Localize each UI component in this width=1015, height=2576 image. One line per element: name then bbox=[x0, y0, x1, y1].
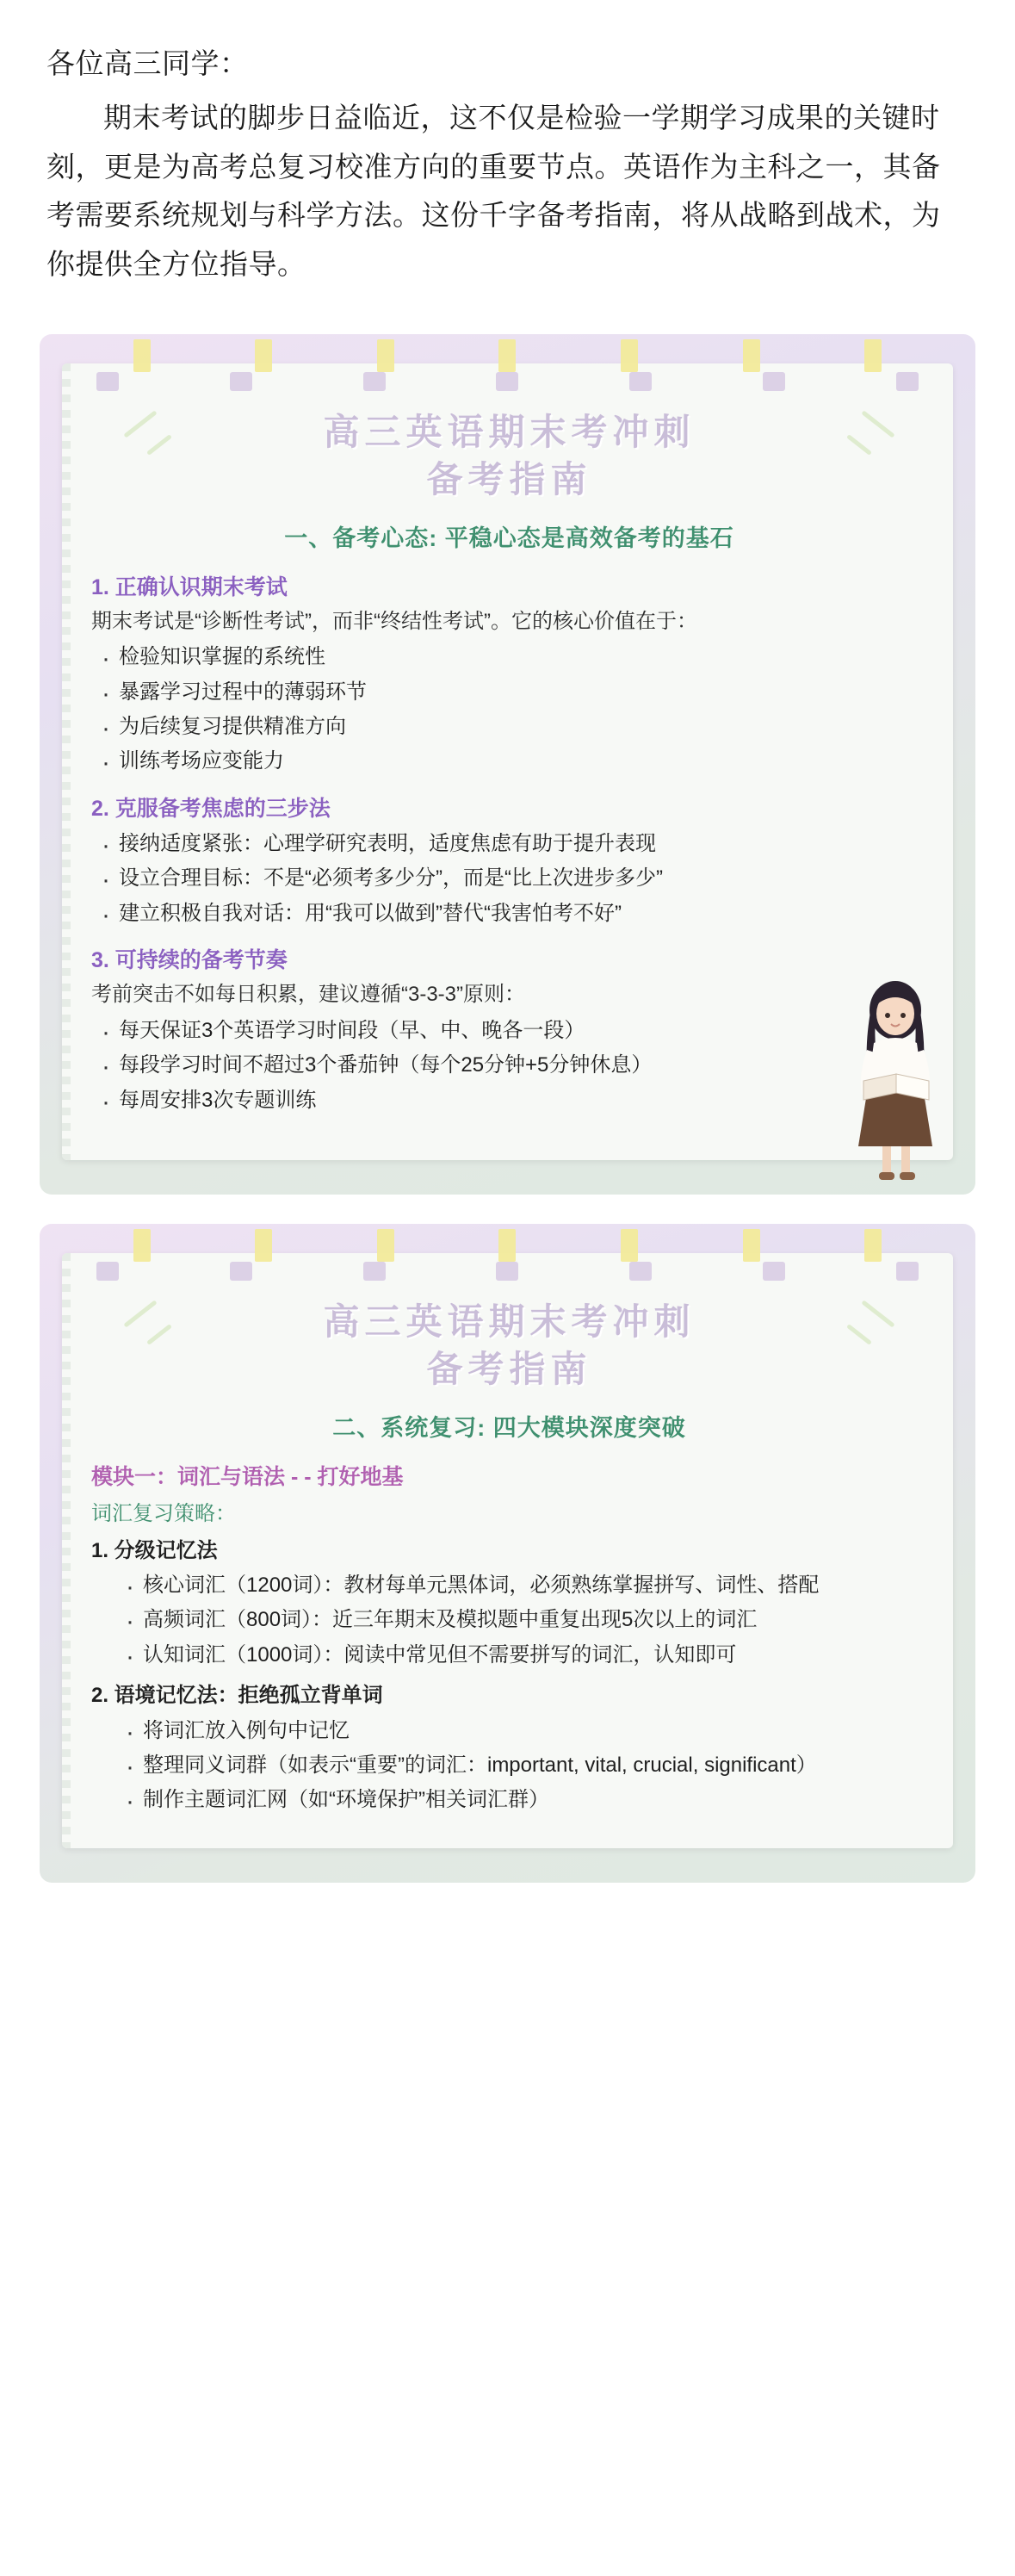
bullet-list bbox=[91, 828, 927, 929]
punch-hole-icon bbox=[763, 1262, 785, 1281]
list-item: · 整理同义词群（如表示“重要”的词汇：important, vital, crucial, significant） bbox=[122, 1749, 927, 1781]
punch-hole-icon bbox=[896, 1262, 919, 1281]
card-title-line1: 高三英语期末考冲刺 bbox=[323, 411, 696, 452]
punch-hole-icon bbox=[363, 1262, 386, 1281]
intro-letter bbox=[0, 0, 1015, 315]
card-title bbox=[91, 408, 927, 504]
numbered-heading: 1. 正确认识期末考试 bbox=[91, 574, 288, 599]
card-title bbox=[91, 1298, 927, 1394]
list-item: · 每段学习时间不超过3个番茄钟（每个25分钟+5分钟休息） bbox=[98, 1049, 927, 1081]
decor-slash-icon bbox=[861, 1300, 894, 1327]
intro-salutation: 各位高三同学： bbox=[46, 47, 249, 79]
punch-hole-icon bbox=[496, 1262, 518, 1281]
punch-hole-icon bbox=[629, 1262, 652, 1281]
punch-hole-icon bbox=[763, 372, 785, 391]
section-heading: 一、备考心态: 平稳心态是高效备考的基石 bbox=[284, 525, 734, 551]
note-card-1 bbox=[40, 334, 975, 1195]
list-item: · 设立合理目标：不是“必须考多少分”，而是“比上次进步多少” bbox=[98, 862, 927, 894]
punch-hole-icon bbox=[230, 1262, 252, 1281]
punch-hole-icon bbox=[230, 372, 252, 391]
card-title-line1: 高三英语期末考冲刺 bbox=[323, 1300, 696, 1342]
decor-slash-icon bbox=[146, 434, 172, 456]
list-item: · 暴露学习过程中的薄弱环节 bbox=[98, 676, 927, 708]
numbered-heading: 2. 克服备考焦虑的三步法 bbox=[91, 796, 331, 821]
note-paper bbox=[62, 1253, 953, 1848]
module-heading: 模块一：词汇与语法 - - 打好地基 bbox=[91, 1464, 404, 1489]
card-title-line2: 备考指南 bbox=[426, 459, 592, 500]
numbered-heading: 2. 语境记忆法：拒绝孤立背单词 bbox=[91, 1684, 383, 1708]
lead-text: 考前突击不如每日积累，建议遵循“3-3-3”原则： bbox=[91, 983, 526, 1007]
decor-slash-icon bbox=[146, 1324, 172, 1345]
decor-slash-icon bbox=[123, 1300, 157, 1327]
bullet-list bbox=[91, 641, 927, 778]
list-item: · 为后续复习提供精准方向 bbox=[98, 711, 927, 742]
list-item: · 检验知识掌握的系统性 bbox=[98, 641, 927, 673]
list-item: · 将词汇放入例句中记忆 bbox=[122, 1715, 927, 1747]
decor-slash-icon bbox=[123, 410, 157, 438]
punch-hole-icon bbox=[363, 372, 386, 391]
subsection-heading: 词汇复习策略： bbox=[91, 1501, 236, 1525]
numbered-heading: 1. 分级记忆法 bbox=[91, 1538, 218, 1562]
decor-slash-icon bbox=[846, 1324, 872, 1345]
note-card-2 bbox=[40, 1224, 975, 1883]
list-item: · 认知词汇（1000词）：阅读中常见但不需要拼写的词汇，认知即可 bbox=[122, 1639, 927, 1671]
bullet-list bbox=[91, 1015, 927, 1116]
punch-hole-row bbox=[96, 372, 919, 394]
decor-slash-icon bbox=[846, 434, 872, 456]
punch-hole-icon bbox=[629, 372, 652, 391]
note-paper bbox=[62, 363, 953, 1160]
list-item: · 制作主题词汇网（如“环境保护”相关词汇群） bbox=[122, 1784, 927, 1816]
list-item: · 高频词汇（800词）：近三年期末及模拟题中重复出现5次以上的词汇 bbox=[122, 1604, 927, 1636]
numbered-heading: 3. 可持续的备考节奏 bbox=[91, 948, 288, 973]
lead-text: 期末考试是“诊断性考试”，而非“终结性考试”。它的核心价值在于： bbox=[91, 609, 697, 633]
punch-hole-icon bbox=[96, 372, 119, 391]
list-item: · 核心词汇（1200词）：教材每单元黑体词，必须熟练掌握拼写、词性、搭配 bbox=[122, 1569, 927, 1601]
punch-hole-row bbox=[96, 1262, 919, 1284]
punch-hole-icon bbox=[96, 1262, 119, 1281]
section-heading: 二、系统复习: 四大模块深度突破 bbox=[332, 1414, 686, 1441]
list-item: · 训练考场应变能力 bbox=[98, 745, 927, 777]
punch-hole-icon bbox=[896, 372, 919, 391]
intro-paragraph: 期末考试的脚步日益临近，这不仅是检验一学期学习成果的关键时刻，更是为高考总复习校准方向的重要节点。英语作为主科之一，其备考需要系统规划与科学方法。这份千字备考指南，将从战略到战术，为你提供全方位指导。 bbox=[46, 101, 941, 280]
list-item: · 建立积极自我对话：用“我可以做到”替代“我害怕考不好” bbox=[98, 897, 927, 929]
card-title-line2: 备考指南 bbox=[426, 1349, 592, 1390]
list-item: · 每周安排3次专题训练 bbox=[98, 1084, 927, 1116]
bullet-list bbox=[91, 1715, 927, 1816]
punch-hole-icon bbox=[496, 372, 518, 391]
bullet-list bbox=[91, 1569, 927, 1671]
decor-slash-icon bbox=[861, 410, 894, 438]
list-item: · 每天保证3个英语学习时间段（早、中、晚各一段） bbox=[98, 1015, 927, 1046]
student-illustration-icon bbox=[831, 972, 960, 1188]
list-item: · 接纳适度紧张：心理学研究表明，适度焦虑有助于提升表现 bbox=[98, 828, 927, 860]
